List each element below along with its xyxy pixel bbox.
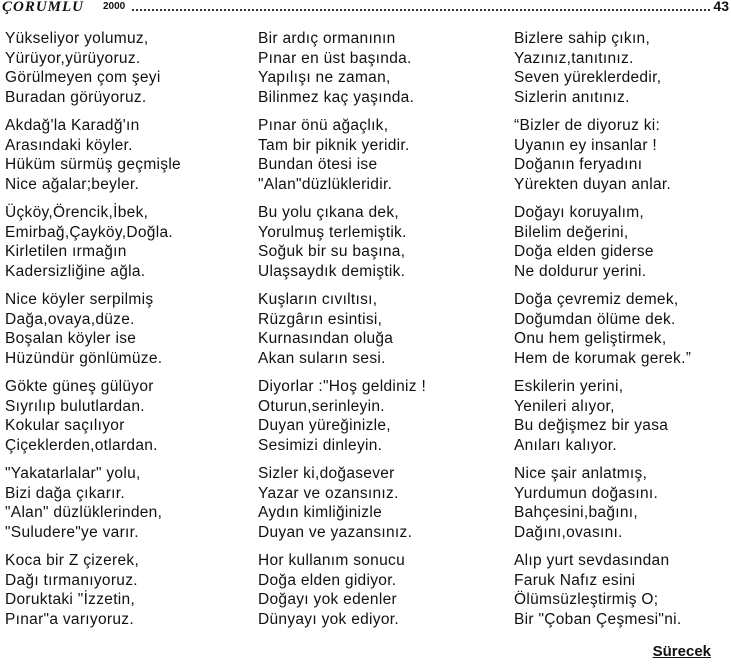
poem-line: Soğuk bir su başına,	[258, 243, 406, 260]
stanza	[514, 290, 731, 368]
poem-line: "Suludere"ye varır.	[5, 523, 139, 541]
poem-line: Yapılışı ne zaman,	[258, 69, 391, 86]
poem-line: Ne doldurur yerini.	[514, 262, 647, 280]
poem-line: Bundan ötesi ise	[258, 156, 378, 173]
poem-line: Hem de korumak gerek.”	[514, 349, 692, 367]
poem-line: Bu değişmez bir yasa	[514, 417, 669, 434]
poem-line: Kadersizliğine ağla.	[5, 262, 146, 280]
poem-line: Bir "Çoban Çeşmesi"ni.	[514, 610, 682, 628]
poem-line: Sizler ki,doğasever	[258, 465, 395, 482]
poem-line: "Alan"düzlükleridir.	[258, 175, 393, 193]
stanza	[5, 116, 240, 194]
poem-line: Emirbağ,Çayköy,Doğla.	[5, 223, 173, 241]
poem-line: Nice ağalar;beyler.	[5, 175, 140, 193]
journal-title: ÇORUMLU	[2, 0, 85, 15]
poem-line: Kurnasından oluğa	[258, 330, 394, 347]
stanza	[514, 464, 731, 542]
poem-line: Yürekten duyan anlar.	[514, 175, 672, 193]
poem-line: Bir ardıç ormanının	[258, 30, 396, 47]
poem-line: Dağı tırmanıyoruz.	[5, 571, 138, 589]
poem-line: Sıyrılıp bulutlardan.	[5, 397, 145, 415]
poem-line: Aydın kimliğinizle	[258, 504, 382, 521]
stanza	[5, 203, 240, 281]
poem-line: Duyan ve yazansınız.	[258, 523, 413, 541]
poem-line: Pınar önü ağaçlık,	[258, 117, 389, 134]
stanza	[258, 203, 493, 281]
poem-line: Doğa elden gidiyor.	[258, 571, 397, 589]
poem-line: Sizlerin anıtınız.	[514, 88, 630, 106]
poem-line: Doğa elden giderse	[514, 243, 654, 260]
poem-line: Onu hem geliştirmek,	[514, 330, 667, 347]
poem-line: Yazınız,tanıtınız.	[514, 49, 634, 67]
poem-line: Buradan görüyoruz.	[5, 88, 147, 106]
poem-line: Yükseliyor yolumuz,	[5, 30, 149, 47]
poem-line: Gökte güneş gülüyor	[5, 378, 154, 395]
stanza	[514, 377, 731, 455]
poem-column-3	[514, 29, 731, 638]
continued-label: Sürecek	[652, 643, 711, 660]
poem-line: Yurdumun doğasını.	[514, 484, 659, 502]
poem-line: "Alan" düzlüklerinden,	[5, 504, 163, 521]
page-number: 43	[713, 0, 729, 14]
poem-line: Oturun,serinleyin.	[258, 397, 385, 415]
poem-line: Dünyayı yok ediyor.	[258, 610, 399, 628]
poem-line: Hüküm sürmüş geçmişle	[5, 156, 181, 173]
stanza	[514, 551, 731, 629]
poem-line: Diyorlar :"Hoş geldiniz !	[258, 378, 427, 395]
poem-column-2	[258, 29, 493, 638]
poem-line: Kokular saçılıyor	[5, 417, 125, 434]
poem-line: Bizi dağa çıkarır.	[5, 484, 125, 502]
stanza	[258, 290, 493, 368]
poem-line: Hor kullanım sonucu	[258, 552, 405, 569]
poem-line: Kuşların cıvıltısı,	[258, 291, 378, 308]
poem-line: Bilinmez kaç yaşında.	[258, 88, 415, 106]
poem-line: Faruk Nafız esini	[514, 571, 636, 589]
poem-line: Seven yüreklerdedir,	[514, 69, 662, 86]
poem-line: Anıları kalıyor.	[514, 436, 618, 454]
poem-line: Doğumdan ölüme dek.	[514, 310, 676, 328]
poem-line: Doruktaki "İzzetin,	[5, 591, 136, 608]
poem-line: Üçköy,Örencik,İbek,	[5, 204, 149, 221]
poem-line: Pınar en üst başında.	[258, 49, 412, 67]
poem-line: Hüzündür gönlümüze.	[5, 349, 163, 367]
poem-line: Kirletilen ırmağın	[5, 243, 127, 260]
poem-line: Bahçesini,bağını,	[514, 504, 639, 521]
stanza	[5, 29, 240, 107]
poem-column-1	[5, 29, 240, 638]
stanza	[5, 551, 240, 629]
stanza	[514, 203, 731, 281]
poem-line: Bilelim değerini,	[514, 223, 629, 241]
poem-line: Çiçeklerden,otlardan.	[5, 436, 158, 454]
stanza	[514, 116, 731, 194]
stanza	[5, 290, 240, 368]
poem-line: Boşalan köyler ise	[5, 330, 137, 347]
poem-line: Rüzgârın esintisi,	[258, 310, 383, 328]
poem-line: Bizlere sahip çıkın,	[514, 30, 651, 47]
poem-line: Eskilerin yerini,	[514, 378, 624, 395]
poem-line: Ölümsüzleştirmiş O;	[514, 591, 659, 608]
poem-line: "Yakatarlalar" yolu,	[5, 465, 141, 482]
poem-line: Pınar"a varıyoruz.	[5, 610, 134, 628]
poem-line: Doğa çevremiz demek,	[514, 291, 679, 308]
poem-line: Dağını,ovasını.	[514, 523, 623, 541]
poem-line: Koca bir Z çizerek,	[5, 552, 140, 569]
poem-line: Dağa,ovaya,düze.	[5, 310, 135, 328]
poem-line: Alıp yurt sevdasından	[514, 552, 670, 569]
poem-line: Akdağ'la Karadğ'ın	[5, 117, 140, 134]
poem-line: Sesimizi dinleyin.	[258, 436, 383, 454]
poem-line: Duyan yüreğinizle,	[258, 417, 391, 434]
poem-line: Ulaşsaydık demiştik.	[258, 262, 406, 280]
poem-line: Doğayı yok edenler	[258, 591, 397, 608]
stanza	[258, 116, 493, 194]
poem-line: “Bizler de diyoruz ki:	[514, 117, 661, 134]
stanza	[5, 377, 240, 455]
poem-line: Bu yolu çıkana dek,	[258, 204, 399, 221]
poem-line: Nice köyler serpilmiş	[5, 291, 154, 308]
stanza	[258, 29, 493, 107]
poem-line: Yenileri alıyor,	[514, 397, 615, 415]
issue-year: 2000	[103, 1, 126, 12]
poem-line: Uyanın ey insanlar !	[514, 136, 657, 154]
stanza	[514, 29, 731, 107]
poem-line: Nice şair anlatmış,	[514, 465, 648, 482]
poem-line: Arasındaki köyler.	[5, 136, 133, 154]
page-header	[0, 0, 731, 16]
stanza	[258, 464, 493, 542]
stanza	[5, 464, 240, 542]
header-dotted-rule	[132, 9, 710, 11]
poem-line: Akan suların sesi.	[258, 349, 386, 367]
poem-line: Yazar ve ozansınız.	[258, 484, 399, 502]
stanza	[258, 377, 493, 455]
poem-line: Yorulmuş terlemiştik.	[258, 223, 407, 241]
poem-line: Doğayı koruyalım,	[514, 204, 645, 221]
poem-line: Tam bir piknik yeridir.	[258, 136, 410, 154]
poem-line: Görülmeyen çom şeyi	[5, 69, 161, 86]
poem-line: Doğanın feryadını	[514, 156, 643, 173]
poem-line: Yürüyor,yürüyoruz.	[5, 49, 141, 67]
stanza	[258, 551, 493, 629]
